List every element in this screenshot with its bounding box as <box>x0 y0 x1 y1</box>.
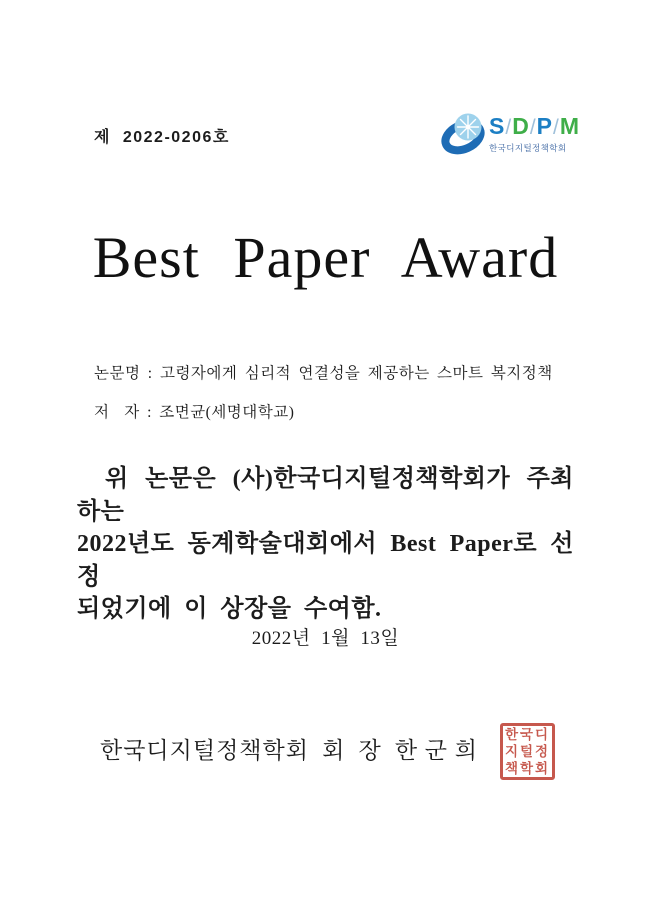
society-logo <box>441 110 579 158</box>
logo-letter-p: P <box>536 113 552 139</box>
logo-separator: / <box>553 116 559 139</box>
signature-organization: 한국디지털정책학회 <box>100 738 309 763</box>
seal-row-1: 한국디 <box>504 726 551 742</box>
citation-line-2: 2022년도 동계학술대회에서 Best Paper로 선정 <box>77 531 574 590</box>
logo-letter-s: S <box>489 113 505 139</box>
paper-info <box>94 354 553 432</box>
logo-subtitle: 한국디지털정책학회 <box>489 143 567 153</box>
signature-title-first: 회 <box>322 738 346 763</box>
award-date: 2022년 1월 13일 <box>251 628 400 649</box>
logo-acronym <box>489 114 579 140</box>
official-seal <box>500 723 555 780</box>
logo-separator: / <box>529 116 536 139</box>
signature-name: 한 군 희 <box>394 738 478 763</box>
citation-paragraph <box>77 463 574 626</box>
globe-network-pattern <box>458 116 479 138</box>
citation-line-3: 되었기에 이 상장을 수여함. <box>77 596 382 622</box>
seal-row-3: 책학회 <box>504 760 551 776</box>
seal-row-2: 지털정 <box>504 743 551 759</box>
logo-separator: / <box>505 116 512 139</box>
signature-title-second: 장 <box>358 738 382 763</box>
document-number: 제 2022-0206호 <box>94 129 230 146</box>
paper-author-line: 저 자 : 조면균(세명대학교) <box>94 404 295 421</box>
paper-title-line: 논문명 : 고령자에게 심리적 연결성을 제공하는 스마트 복지정책 <box>94 365 553 382</box>
globe-swoosh-icon <box>441 110 487 158</box>
logo-letter-m: M <box>559 113 580 139</box>
certificate-title: Best Paper Award <box>92 225 559 290</box>
citation-line-1: 위 논문은 (사)한국디지털정책학회가 주최하는 <box>77 466 574 525</box>
logo-letter-d: D <box>512 113 529 139</box>
signature-row <box>100 732 478 765</box>
